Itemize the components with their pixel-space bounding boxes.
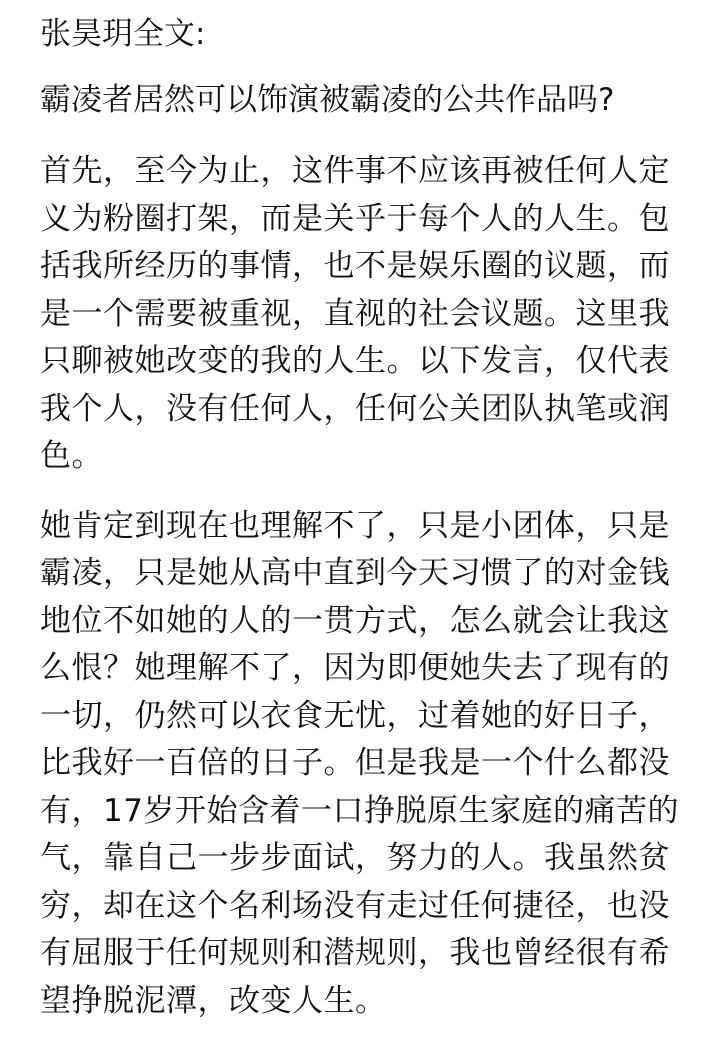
text-line: 望挣脱泥潭，改变人生。: [40, 982, 387, 1019]
text-line: 色。: [40, 438, 103, 474]
text-line: 义为粉圈打架，而是关乎于每个人的人生。包: [40, 200, 670, 237]
document-title: 张昊玥全文:: [40, 16, 206, 52]
text-line: 地位不如她的人的一贯方式，怎么就会让我这: [40, 602, 670, 639]
text-line: 么恨？她理解不了，因为即便她失去了现有的: [40, 650, 670, 686]
paragraph-2: [40, 503, 680, 1026]
text-line: 霸凌，只是她从高中直到今天习惯了的对金钱: [40, 555, 670, 591]
text-line: 比我好一百倍的日子。但是我是一个什么都没: [40, 745, 670, 781]
text-line: 有屈服于任何规则和潜规则，我也曾经很有希: [40, 935, 670, 971]
text-line: 一切，仍然可以衣食无忧，过着她的好日子，: [40, 697, 670, 734]
text-line: 穷，却在这个名利场没有走过任何捷径，也没: [40, 887, 670, 924]
paragraph-1: [40, 148, 680, 481]
text-line: 有，17岁开始含着一口挣脱原生家庭的痛苦的: [40, 792, 679, 829]
text-line: 首先，至今为止，这件事不应该再被任何人定: [40, 153, 670, 189]
text-line: 她肯定到现在也理解不了，只是小团体，只是: [40, 507, 670, 544]
document-subtitle: 霸凌者居然可以饰演被霸凌的公共作品吗?: [40, 82, 615, 118]
text-line: 是一个需要被重视，直视的社会议题。这里我: [40, 295, 670, 332]
text-line: 我个人，没有任何人，任何公关团队执笔或润: [40, 390, 670, 427]
text-line: 气，靠自己一步步面试，努力的人。我虽然贫: [40, 840, 670, 876]
text-line: 只聊被她改变的我的人生。以下发言，仅代表: [40, 343, 670, 379]
text-line: 括我所经历的事情，也不是娱乐圈的议题，而: [40, 248, 670, 284]
